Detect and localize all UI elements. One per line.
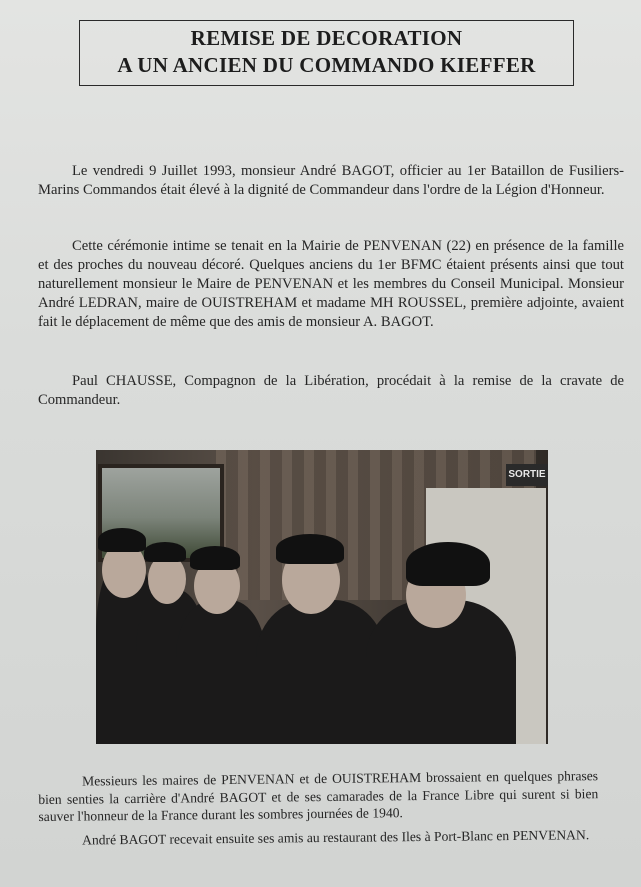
ceremony-photo xyxy=(96,450,548,744)
paragraph-3 xyxy=(38,372,624,410)
beret xyxy=(98,528,146,552)
paragraph-2 xyxy=(38,237,624,332)
beret xyxy=(190,546,240,570)
paragraph-1 xyxy=(38,162,624,200)
exit-sign: SORTIE xyxy=(506,464,548,486)
title-line-1: REMISE DE DECORATION xyxy=(190,26,463,50)
beret xyxy=(144,542,186,562)
title-line-2: A UN ANCIEN DU COMMANDO KIEFFER xyxy=(117,53,536,77)
closing-paragraph xyxy=(38,826,598,849)
beret xyxy=(406,542,490,586)
paragraph-1-text: Le vendredi 9 Juillet 1993, monsieur André BAGOT, officier au 1er Bataillon de Fusiliers-Marins Commandos était élevé à la dignité de Commandeur dans l'ordre de la Légion d'Honneur. xyxy=(38,163,624,198)
paragraph-3-text: Paul CHAUSSE, Compagnon de la Libération, procédait à la remise de la cravate de Commandeur. xyxy=(38,373,624,408)
closing-paragraph-text: André BAGOT recevait ensuite ses amis au restaurant des Iles à Port-Blanc en PENVENAN. xyxy=(82,827,590,848)
paragraph-2-text: Cette cérémonie intime se tenait en la Mairie de PENVENAN (22) en présence de la famille et des proches du nouveau décoré. Quelques anciens du 1er BFMC étaient présents ainsi que tout naturellement monsieur le Maire de PENVENAN et les membres du Conseil Municipal. Monsieur André LEDRAN, maire de OUISTREHAM et madame MH ROUSSEL, première adjointe, avaient fait le déplacement de même que des amis de monsieur A. BAGOT. xyxy=(38,238,624,330)
beret xyxy=(276,534,344,564)
title-box xyxy=(79,20,574,86)
photo-caption xyxy=(38,767,599,825)
person-figure xyxy=(176,600,266,744)
photo-caption-text: Messieurs les maires de PENVENAN et de OUISTREHAM brossaient en quelques phrases bien senties la carrière d'André BAGOT et de ses camarades de la France Libre qui surent si bien sauver l'honneur de la France durant les sombres journées de 1940. xyxy=(38,768,599,824)
